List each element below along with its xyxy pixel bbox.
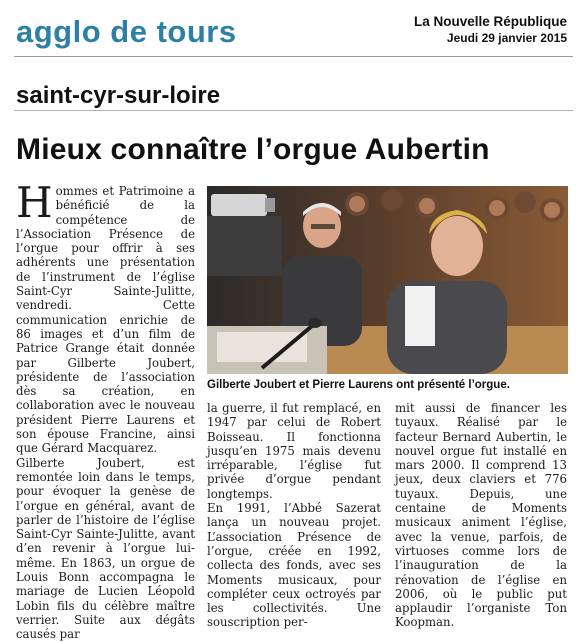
subsection-divider [14, 110, 573, 111]
article-column-3 [395, 401, 567, 630]
paragraph-2: Gilberte Joubert, est remontée loin dans le temps, pour évoquer la genèse de l’orgue en général, avant de parler de l’histoire de l’église Saint-Cyr Sainte-Julitte, avant d’en revenir à l’orgue lui-même. En 1863, un orgue de Louis Bonn accompagna le mariage de Lucien Léopold Lobin fils du célèbre maître verrier. Suite aux dégâts causés par [16, 455, 195, 642]
masthead [414, 14, 567, 45]
paragraph-4: En 1991, l’Abbé Sazerat lança un nouveau projet. L’association Présence de l’orgue, créée en 1992, collecta des fonds, avec ses Moments musicaux, pour compléter ceux octroyés par les collectivités. Une souscription per- [207, 501, 381, 630]
paragraph-1-text: ommes et Patrimoine a bénéficié de la compétence de l’Association Présence de l’orgue pour offrir à ses adhérents une présentation de l’instrument de l’église Saint-Cyr Sainte-Julitte, vendredi. Cette communication enrichie de 86 images et d’un film de Patrice Grange était donnée par Gilberte Joubert, présidente de l’association dès sa création, en collaboration avec le nouveau président Pierre Laurens et son épouse Francine, ainsi que Gérard Macquarez. [16, 184, 195, 456]
newspaper-name: La Nouvelle République [413, 14, 567, 29]
paragraph-1 [16, 178, 195, 456]
article-photo [207, 186, 568, 374]
article-headline: Mieux connaître l’orgue Aubertin [16, 133, 490, 166]
photo-caption: Gilberte Joubert et Pierre Laurens ont présenté l’orgue. [207, 379, 510, 391]
section-title: agglo de tours [16, 14, 237, 49]
drop-cap: H [16, 178, 53, 227]
photo-illustration [207, 186, 568, 374]
top-divider [14, 56, 573, 57]
subsection-title: saint-cyr-sur-loire [16, 82, 221, 109]
paragraph-5: mit aussi de financer les tuyaux. Réalisé par le facteur Bernard Aubertin, le nouvel orgue fut installé en mars 2000. Il comprend 13 jeux, deux claviers et 776 tuyaux. Depuis, une centaine de Moments musicaux animent l’église, avec la venue, parfois, de virtuoses comme lors de l’inauguration de la rénovation de l’église en 2006, où le public put applaudir l’organiste Ton Koopman. [395, 401, 567, 630]
article-column-2 [207, 401, 381, 630]
paragraph-3: la guerre, il fut remplacé, en 1947 par celui de Robert Boisseau. Il fonctionna jusqu’en 1975 mais devenu irréparable, l’église fut privée d’orgue pendant longtemps. [207, 401, 381, 501]
article-column-1 [16, 178, 195, 642]
issue-date: Jeudi 29 janvier 2015 [446, 31, 567, 45]
